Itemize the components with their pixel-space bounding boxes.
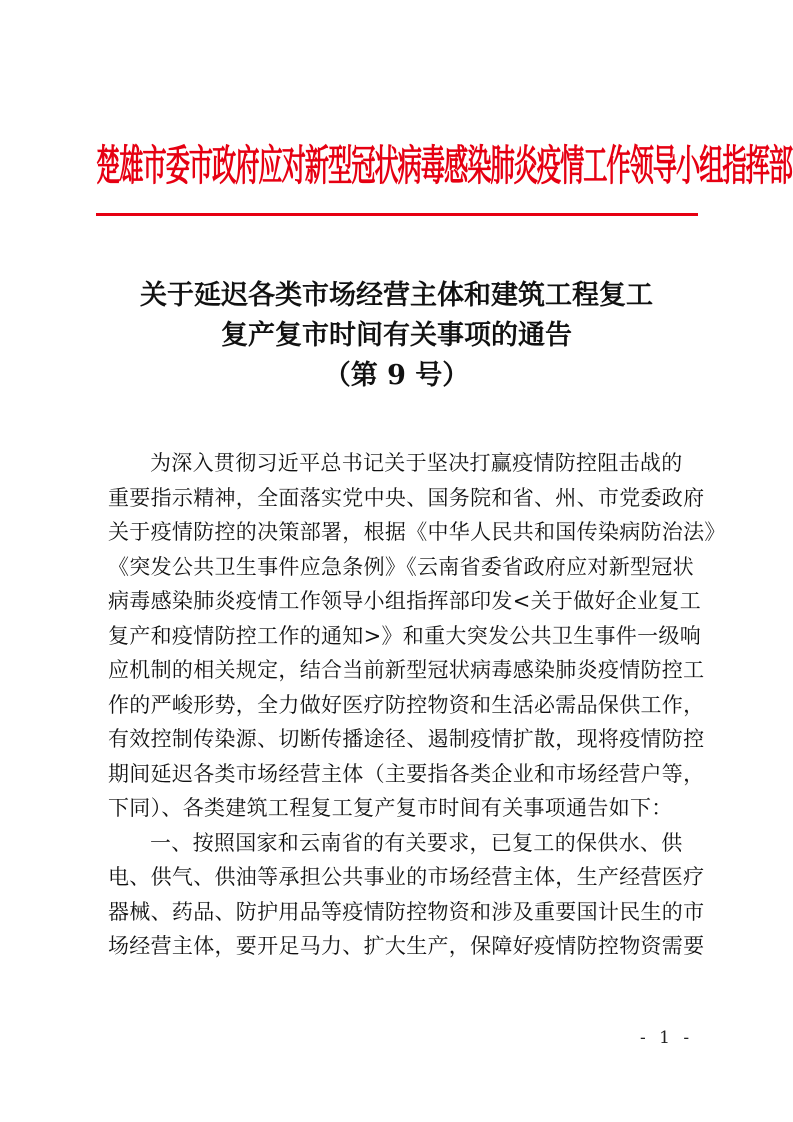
title-line-3: （第 9 号） <box>323 360 470 391</box>
document-title <box>80 276 713 396</box>
body-line: 复产和疫情防控工作的通知>》和重大突发公共卫生事件一级响 <box>108 623 701 648</box>
body-line: 有效控制传染源、切断传播途径、遏制疫情扩散，现将疫情防控 <box>108 727 705 751</box>
body-line: 器械、药品、防护用品等疫情防控物资和涉及重要国计民生的市 <box>108 899 705 924</box>
body-line: 应机制的相关规定，结合当前新型冠状病毒感染肺炎疫情防控工 <box>108 658 705 682</box>
body-line: 《突发公共卫生事件应急条例》《云南省委省政府应对新型冠状 <box>108 554 694 579</box>
body-line: 关于疫情防控的决策部署，根据《中华人民共和国传染病防治法》 <box>108 520 726 544</box>
body-line: 作的严峻形势，全力做好医疗防控物资和生活必需品保供工作， <box>108 692 705 717</box>
red-header-rule <box>96 213 698 216</box>
title-line-1: 关于延迟各类市场经营主体和建筑工程复工 <box>140 280 653 311</box>
body-line: 一、按照国家和云南省的有关要求，已复工的保供水、供 <box>150 830 683 855</box>
title-line-2: 复产复市时间有关事项的通告 <box>221 320 572 351</box>
body-line: 期间延迟各类市场经营主体（主要指各类企业和市场经营户等， <box>108 761 705 786</box>
body-line: 为深入贯彻习近平总书记关于坚决打赢疫情防控阻击战的 <box>150 451 683 475</box>
body-line: 场经营主体，要开足马力、扩大生产，保障好疫情防控物资需要 <box>108 934 705 958</box>
body-line: 病毒感染肺炎疫情工作领导小组指挥部印发<关于做好企业复工 <box>108 589 701 613</box>
document-body <box>108 446 726 964</box>
body-line: 电、供气、供油等承担公共事业的市场经营主体，生产经营医疗 <box>108 865 705 889</box>
page-number: - 1 - <box>640 1028 694 1048</box>
body-line: 重要指示精神，全面落实党中央、国务院和省、州、市党委政府 <box>108 485 705 510</box>
issuer-header: 楚雄市委市政府应对新型冠状病毒感染肺炎疫情工作领导小组指挥部 <box>96 141 793 190</box>
body-line: 下同）、各类建筑工程复工复产复市时间有关事项通告如下： <box>108 796 673 820</box>
